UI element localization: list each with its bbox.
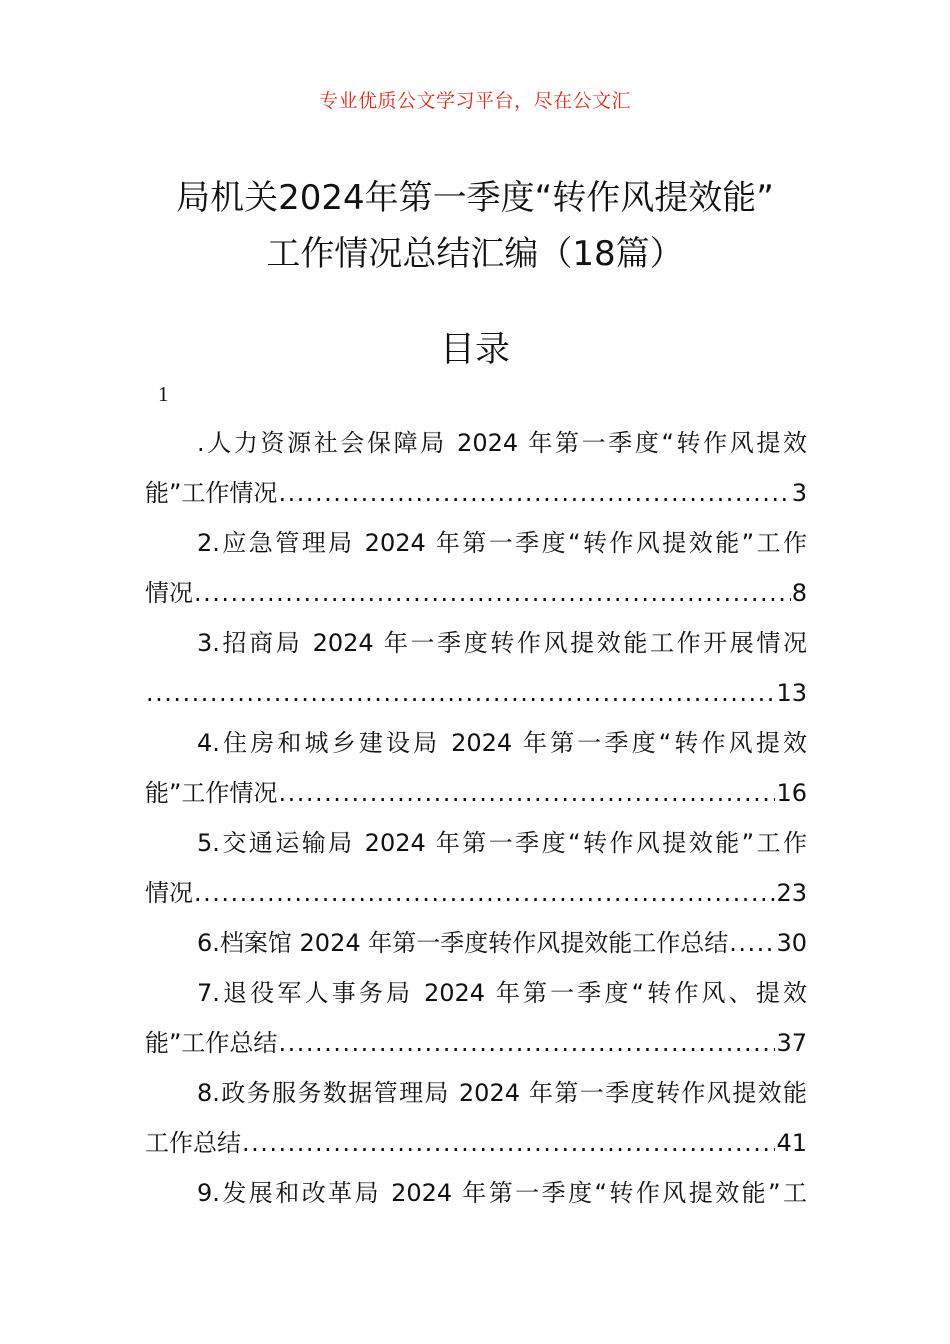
toc-entry-2-line-2[interactable] xyxy=(145,568,807,618)
toc-leader-dots xyxy=(278,768,775,818)
toc-page-number: 16 xyxy=(776,779,807,807)
toc-entry-8-line-1[interactable]: 8.政务服务数据管理局 2024 年第一季度转作风提效能 xyxy=(197,1079,807,1107)
toc-entry-text: 能”工作总结 xyxy=(145,1029,278,1057)
toc-leader-dots xyxy=(242,1118,775,1168)
title-line-2: 工作情况总结汇编（18篇） xyxy=(266,234,684,274)
toc-page-number: 13 xyxy=(776,679,807,707)
toc-entry-text: 情况 xyxy=(145,579,193,607)
toc-leader-dots xyxy=(146,668,775,718)
toc-page-number: 30 xyxy=(776,929,807,957)
toc-entry-text: 6.档案馆 2024 年第一季度转作风提效能工作总结 xyxy=(197,929,729,957)
toc-entry-text: 工作总结 xyxy=(145,1129,241,1157)
toc-entry-5-line-2[interactable] xyxy=(145,868,807,918)
toc-page-number: 8 xyxy=(791,579,807,607)
toc-leader-dots xyxy=(278,468,790,518)
toc-entry-text: 能”工作情况 xyxy=(145,779,278,807)
toc-heading: 目录 xyxy=(439,330,510,370)
toc-entry-2-line-1[interactable]: 2.应急管理局 2024 年第一季度“转作风提效能”工作 xyxy=(197,529,807,557)
toc-page-number: 3 xyxy=(791,479,807,507)
toc-entry-1-line-2[interactable] xyxy=(145,468,807,518)
toc-entry-4-line-2[interactable] xyxy=(145,768,807,818)
toc-leader-dots xyxy=(194,568,791,618)
toc-page-number: 37 xyxy=(776,1029,807,1057)
toc-leader-dots xyxy=(729,918,775,968)
document-title xyxy=(0,170,950,282)
toc-entry-3-line-1[interactable]: 3.招商局 2024 年一季度转作风提效能工作开展情况 xyxy=(197,629,807,657)
title-line-1: 局机关2024年第一季度“转作风提效能” xyxy=(176,178,774,218)
toc-entry-text: 能”工作情况 xyxy=(145,479,278,507)
toc-entry-5-line-1[interactable]: 5.交通运输局 2024 年第一季度“转作风提效能”工作 xyxy=(197,829,807,857)
table-of-contents xyxy=(145,418,807,1218)
toc-entry-9-line-1[interactable]: 9.发展和改革局 2024 年第一季度“转作风提效能”工 xyxy=(197,1179,807,1207)
toc-entry-text: 情况 xyxy=(145,879,193,907)
stray-page-number: 1 xyxy=(158,382,169,406)
toc-entry-7-line-1[interactable]: 7.退役军人事务局 2024 年第一季度“转作风、提效 xyxy=(197,979,807,1007)
toc-leader-dots xyxy=(194,868,775,918)
toc-entry-6[interactable] xyxy=(145,918,807,968)
toc-leader-dots xyxy=(278,1018,775,1068)
toc-entry-7-line-2[interactable] xyxy=(145,1018,807,1068)
toc-entry-4-line-1[interactable]: 4.住房和城乡建设局 2024 年第一季度“转作风提效 xyxy=(197,729,807,757)
header-note: 专业优质公文学习平台，尽在公文汇 xyxy=(318,90,631,112)
toc-entry-8-line-2[interactable] xyxy=(145,1118,807,1168)
toc-page-number: 41 xyxy=(776,1129,807,1157)
toc-entry-1-line-1[interactable]: .人力资源社会保障局 2024 年第一季度“转作风提效 xyxy=(197,429,807,457)
toc-entry-3-line-2[interactable] xyxy=(145,668,807,718)
toc-page-number: 23 xyxy=(776,879,807,907)
